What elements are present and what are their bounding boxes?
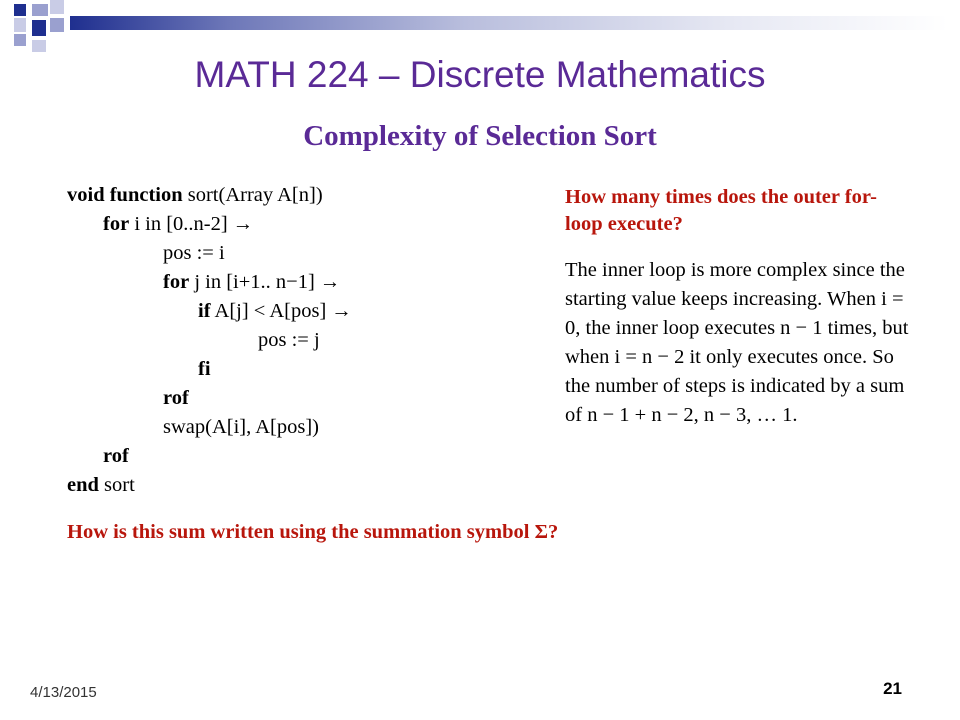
code-line — [103, 445, 129, 468]
code-text: sort — [98, 474, 135, 496]
code-line — [163, 242, 225, 265]
code-line — [163, 416, 319, 439]
code-keyword: for — [103, 213, 130, 235]
code-keyword: rof — [103, 445, 129, 467]
code-line — [198, 358, 211, 381]
page-number: 21 — [883, 679, 902, 698]
code-keyword: rof — [163, 387, 189, 409]
deco-square — [14, 18, 26, 32]
code-line — [198, 300, 352, 323]
code-line — [258, 329, 320, 352]
code-keyword: fi — [198, 358, 211, 380]
code-keyword: end — [67, 474, 99, 496]
slide-title: MATH 224 – Discrete Mathematics — [194, 54, 766, 95]
code-keyword: if — [198, 300, 211, 322]
code-text: swap(A[i], A[pos]) — [163, 416, 319, 438]
deco-square — [32, 20, 46, 36]
code-line — [103, 213, 253, 236]
code-text: pos := j — [258, 329, 320, 351]
code-keyword: for — [163, 271, 190, 293]
code-line — [163, 387, 189, 410]
deco-square — [32, 4, 48, 16]
code-line — [67, 474, 135, 497]
slide-subtitle: Complexity of Selection Sort — [303, 120, 657, 152]
code-text: pos := i — [163, 242, 225, 264]
deco-square — [14, 4, 26, 16]
code-keyword: void function — [67, 184, 183, 206]
code-text: i in [0..n-2] → — [129, 213, 254, 235]
slide-date: 4/13/2015 — [30, 684, 97, 701]
code-text: sort(Array A[n]) — [182, 184, 323, 206]
deco-square — [50, 0, 64, 14]
deco-square — [32, 40, 46, 52]
code-line — [163, 271, 340, 294]
question-outer-loop: How many times does the outer for-loop execute? — [565, 186, 878, 235]
question-summation: How is this sum written using the summation symbol Σ? — [67, 521, 559, 543]
code-text: j in [i+1.. n−1] → — [189, 271, 341, 293]
deco-square — [50, 18, 64, 32]
code-text: A[j] < A[pos] → — [210, 300, 352, 322]
explanation-paragraph: The inner loop is more complex since the starting value keeps increasing. When i = 0, the inner loop executes n − 1 times, but when i = n − 2 it only executes once. So the number of steps is indicated by a sum of n − 1 + n − 2, n − 3, … 1. — [565, 259, 909, 426]
header-gradient-bar — [70, 16, 948, 30]
code-line — [67, 184, 323, 207]
deco-square — [14, 34, 26, 46]
